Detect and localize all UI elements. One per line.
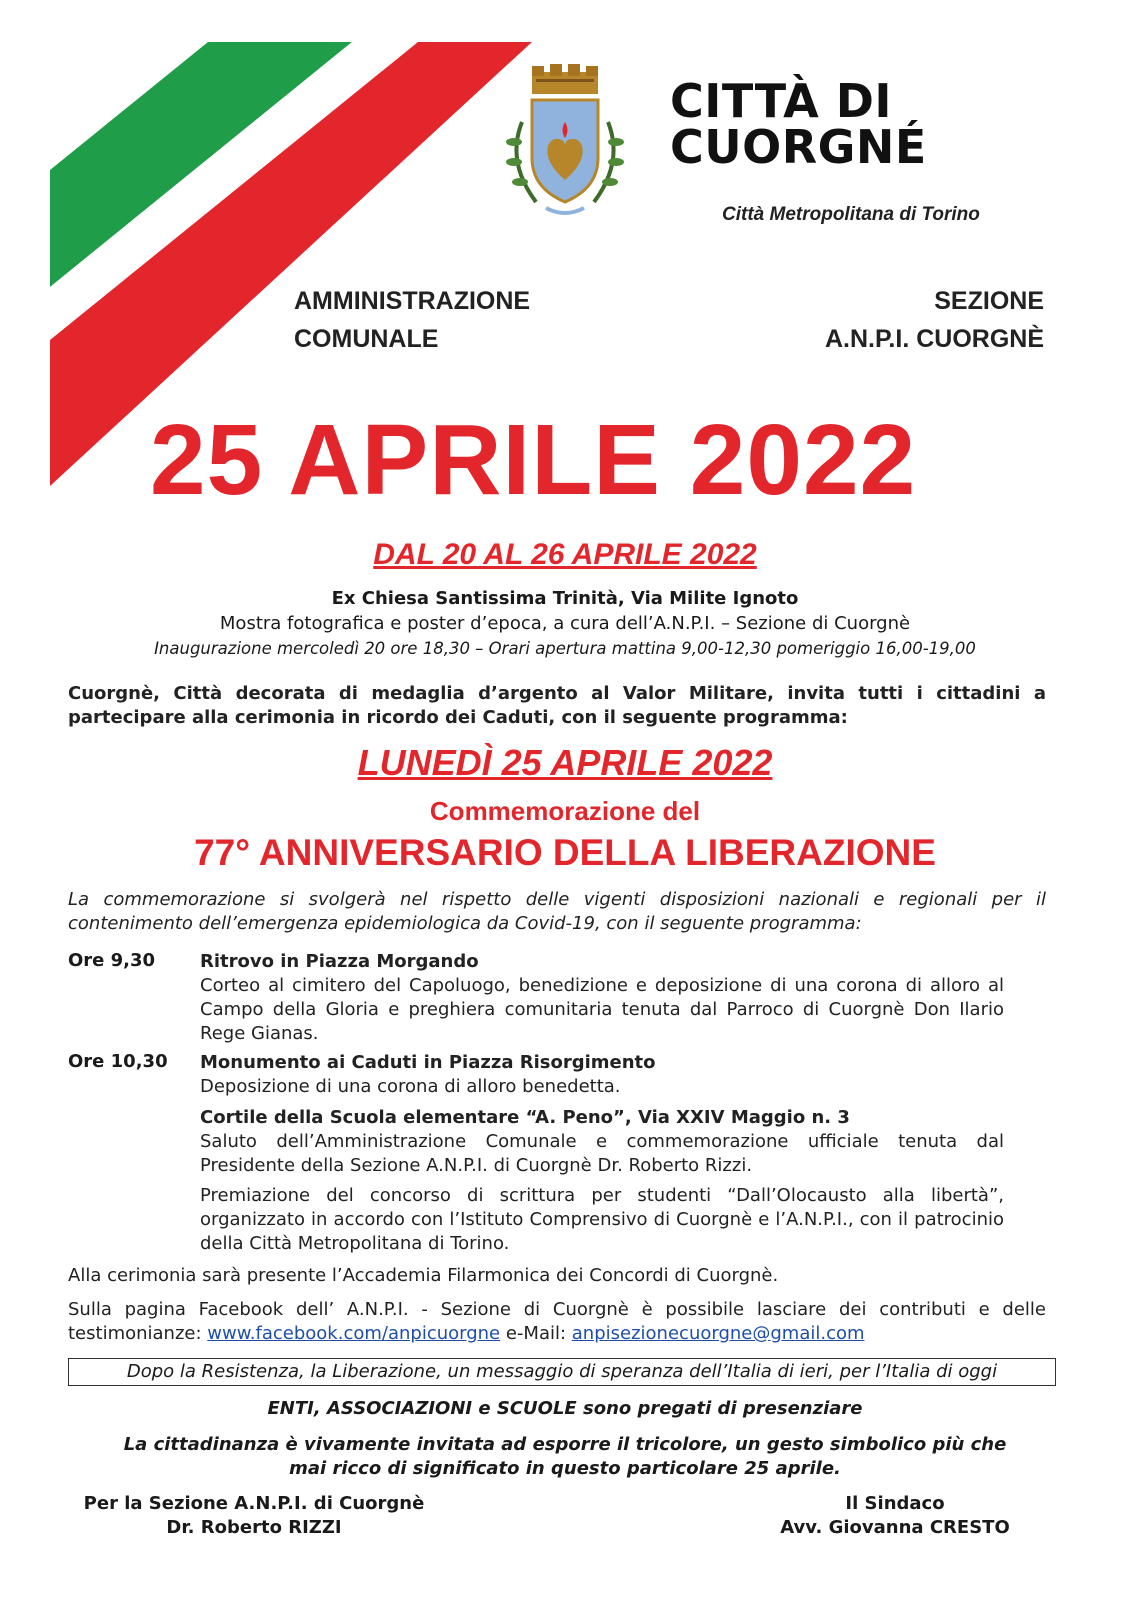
appeal-citizens-line1: La cittadinanza è vivamente invitata ad esporre il tricolore, un gesto simbolico più che [123, 1434, 1007, 1455]
city-name [670, 74, 1030, 174]
facebook-note [68, 1298, 1046, 1346]
email-link[interactable]: anpisezionecuorgne@gmail.com [571, 1323, 865, 1344]
appeal-organizations: ENTI, ASSOCIAZIONI e SCUOLE sono pregati di presenziare [267, 1398, 863, 1419]
band-note: Alla cerimonia sarà presente l’Accademia Filarmonica dei Concordi di Cuorgnè. [68, 1265, 779, 1286]
schedule-text-2: Deposizione di una corona di alloro benedetta. [200, 1076, 621, 1097]
invite-text: Cuorgnè, Città decorata di medaglia d’argento al Valor Militare, invita tutti i cittadini a partecipare alla cerimonia in ricordo dei Caduti, con il seguente programma: [68, 683, 1046, 728]
appeal-citizens [50, 1433, 1080, 1481]
city-name-line1: CITTÀ DI [670, 74, 893, 128]
signature-left-name: Dr. Roberto RIZZI [166, 1517, 342, 1538]
exhibit-description: Mostra fotografica e poster d’epoca, a cura dell’A.N.P.I. – Sezione di Cuorgnè [219, 613, 911, 634]
exhibit-place: Ex Chiesa Santissima Trinità, Via Milite Ignoto [331, 588, 799, 609]
org-left [294, 282, 530, 358]
event-line1: Commemorazione del [429, 796, 701, 826]
schedule-time-2: Ore 10,30 [68, 1051, 168, 1072]
org-right-line1: SEZIONE [934, 287, 1044, 315]
appeal-citizens-line2: mai ricco di significato in questo particolare 25 aprile. [289, 1458, 841, 1479]
schedule-time-1: Ore 9,30 [68, 950, 156, 971]
email-label: e-Mail: [500, 1323, 572, 1344]
schedule-title-1: Ritrovo in Piazza Morgando [200, 951, 479, 972]
schedule-item-4 [200, 1184, 1004, 1256]
signature-right [760, 1492, 1030, 1540]
city-crest-logo [492, 62, 638, 224]
event-day: LUNEDÌ 25 APRILE 2022 [357, 742, 773, 783]
exhibit-dates: DAL 20 AL 26 APRILE 2022 [373, 538, 757, 571]
schedule-item-2 [200, 1051, 1004, 1099]
schedule-text-3: Saluto dell’Amministrazione Comunale e commemorazione ufficiale tenuta dal Presidente della Sezione A.N.P.I. di Cuorgnè Dr. Roberto Rizzi. [200, 1131, 1004, 1176]
org-right-line2: A.N.P.I. CUORGNÈ [824, 325, 1044, 353]
event-line2: 77° ANNIVERSARIO DELLA LIBERAZIONE [194, 832, 936, 873]
covid-note: La commemorazione si svolgerà nel rispetto delle vigenti disposizioni nazionali e regionali per il contenimento dell’emergenza epidemiologica da Covid-19, con il seguente programma: [68, 889, 1046, 934]
schedule-title-3: Cortile della Scuola elementare “A. Peno”, Via XXIV Maggio n. 3 [200, 1107, 850, 1128]
signature-left [68, 1492, 440, 1540]
facebook-link[interactable]: www.facebook.com/anpicuorgne [207, 1323, 501, 1344]
main-title: 25 APRILE 2022 [150, 404, 917, 516]
signature-right-role: Il Sindaco [845, 1493, 945, 1514]
city-subtitle: Città Metropolitana di Torino [722, 204, 980, 225]
motto-box: Dopo la Resistenza, la Liberazione, un messaggio di speranza dell’Italia di ieri, per l’Italia di oggi [68, 1358, 1056, 1386]
org-right [730, 282, 1044, 358]
schedule-text-4: Premiazione del concorso di scrittura per studenti “Dall’Olocausto alla libertà”, organizzato in accordo con l’Istituto Comprensivo di Cuorgnè e l’A.N.P.I., con il patrocinio della Città Metropolitana di Torino. [200, 1185, 1004, 1254]
facebook-text: Sulla pagina Facebook dell’ A.N.P.I. - Sezione di Cuorgnè è possibile lasciare dei contributi e delle testimonianze: [68, 1299, 1046, 1344]
schedule-title-2: Monumento ai Caduti in Piazza Risorgimento [200, 1052, 656, 1073]
org-left-line2: COMUNALE [294, 325, 439, 353]
schedule-text-1: Corteo al cimitero del Capoluogo, benedizione e deposizione di una corona di alloro al Campo della Gloria e preghiera comunitaria tenuta dal Parroco di Cuorgnè Don Ilario Rege Gianas. [200, 975, 1004, 1044]
org-left-line1: AMMINISTRAZIONE [294, 287, 531, 315]
schedule-item-1 [200, 950, 1004, 1046]
exhibit-hours: Inaugurazione mercoledì 20 ore 18,30 – Orari apertura mattina 9,00-12,30 pomeriggio 16,00-19,00 [154, 639, 976, 658]
city-name-line2: CUORGNÉ [670, 120, 927, 174]
signature-left-role: Per la Sezione A.N.P.I. di Cuorgnè [83, 1493, 425, 1514]
schedule-item-3 [200, 1106, 1004, 1178]
signature-right-name: Avv. Giovanna CRESTO [780, 1517, 1010, 1538]
